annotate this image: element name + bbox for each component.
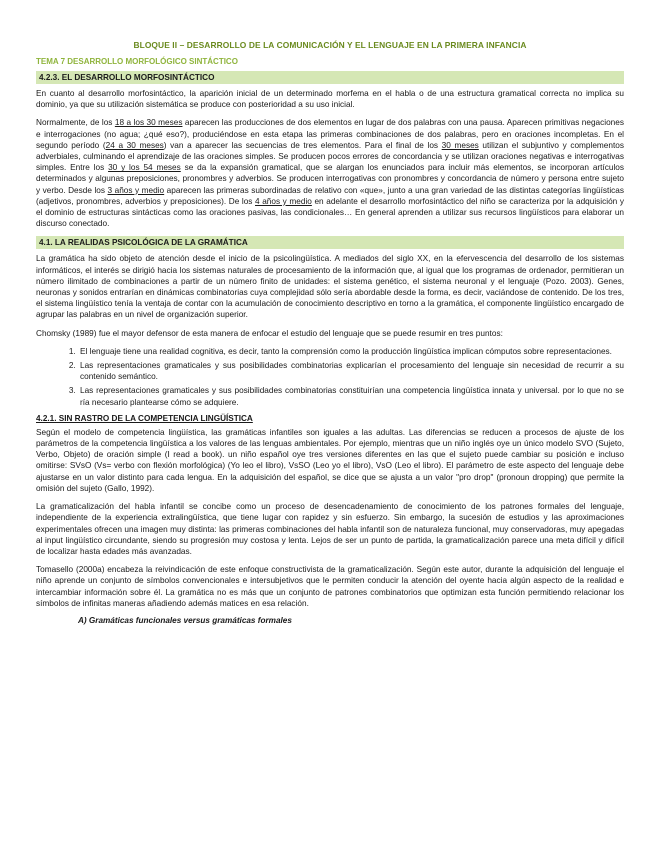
document-page [36, 40, 624, 625]
paragraph: La gramaticalización del habla infantil se concibe como un proceso de desencadenamiento de conocimiento de los patrones formales del lenguaje, independiente de la experiencia extralingüística, que tiene lugar con rapidez y sin esfuerzo. Sin embargo, la sucesión de estudios y las aproximaciones experimentales ofrecen una imagen muy distinta: las primeras combinaciones del habla infantil son de naturaleza funcional, muy conservadoras, muy apegadas al input lingüístico circundante, siendo su progresión muy costosa y lenta. Lejos de ser un punto de partida, la gramaticalización parece una meta difícil y difícil de localizar hasta edades más avanzadas. [36, 502, 624, 556]
paragraph: Normalmente, de los 18 a los 30 meses aparecen las producciones de dos elementos en lugar de dos palabras con una pausa. Aparecen primitivas negaciones e interrogaciones (no agua; ¿qué eso?), produciéndose en esta etapa las primeras combinaciones de dos palabras, pero en oraciones incompletas. En el segundo período (24 a 30 meses) van a aparecer las secuencias de tres elementos. Para el final de los 30 meses utilizan el subjuntivo y complementos adverbiales, culminando el aprendizaje de las oraciones simples. Se producen pocos errores de concordancia y se utilizan oraciones negativas e interrogativas simples. Entre los 30 y los 54 meses se da la expansión gramatical, que se alargan los enunciados para incluir más elementos, se incorporan artículos determinados y algunas preposiciones, pronombres y adverbios. Se producen interrogativas con pronombres y concordancia de número y persona entre sujeto y verbo. Desde los 3 años y medio aparecen las primeras subordinadas de relativo con «que», junto a una gran variedad de las distintas categorías lingüísticas (adjetivos, pronombres, adverbios y preposiciones). De los 4 años y medio en adelante el desarrollo morfosintáctico del niño se caracteriza por la adquisición y el dominio de estructuras sintácticas como las oraciones pasivas, las condicionales… En general aprenden a utilizar sus recursos lingüísticos para elaborar un discurso conectado. [36, 118, 624, 229]
section-heading-sin-rastro: 4.2.1. SIN RASTRO DE LA COMPETENCIA LINGÜÍSTICA [36, 413, 253, 423]
list-item: 2. Las representaciones gramaticales y sus posibilidades combinatorias explicarían el procesamiento del lenguaje sin necesidad de recurrir a su contenido semántico. [78, 360, 624, 382]
list-item: 3. Las representaciones gramaticales y sus posibilidades combinatorias constituirían una competencia lingüística innata y universal. por lo que no se ría necesario plantearse cómo se adquiere. [78, 385, 624, 407]
tema-title: TEMA 7 DESARROLLO MORFOLÓGICO SINTÁCTICO [36, 57, 238, 66]
block-title: BLOQUE II – DESARROLLO DE LA COMUNICACIÓN Y EL LENGUAJE EN LA PRIMERA INFANCIA [133, 40, 527, 50]
list-item: 1. El lenguaje tiene una realidad cognitiva, es decir, tanto la comprensión como la producción lingüística implican cómputos sobre representaciones. [78, 346, 624, 357]
subheading-a: A) Gramáticas funcionales versus gramáticas formales [78, 615, 292, 625]
section-heading-realidad-psicologica: 4.1. LA REALIDAS PSICOLÓGICA DE LA GRAMÁTICA [36, 236, 624, 249]
paragraph: En cuanto al desarrollo morfosintáctico, la aparición inicial de un determinado morfema en el habla o de una estructura gramatical correcta no implica su dominio, ya que su utilización sistemática se produce con posterioridad a su uso inicial. [36, 89, 624, 110]
paragraph: Tomasello (2000a) encabeza la reivindicación de este enfoque constructivista de la gramaticalización. Según este autor, durante la adquisición del lenguaje el niño aprende un conjunto de símbolos convencionales e intersubjetivos que le permiten conducir la atención del oyente hacia algún aspecto de la realidad e intercambiar información sobre él. La gramática no es más que un conjunto de patrones combinatorios que optimizan esta función permitiendo relacionar los símbolos de infinitas maneras añadiendo además matices en esa relación. [36, 565, 624, 608]
numbered-list [36, 346, 624, 408]
paragraph: Según el modelo de competencia lingüística, las gramáticas infantiles son iguales a las adultas. Las diferencias se reducen a procesos de ajuste de los parámetros de la competencia lingüística a los valores de las lenguas ambientales. Por ejemplo, mientras que un niño inglés oye un único modelo SVO (Sujeto, Verbo, Objeto) de oración simple (I read a book). un niño español oye tres versiones diferentes en las que el sujeto puede cambiar su posición e incluso omitirse: SVsO (Vs= verbo con flexión morfológica) (Yo leo el libro), VsSO (Leo yo el libro), VsO (Leo el libro). El parámetro de este aspecto del lenguaje debe ajustarse en un valor distinto para cada lengua. En la adquisición del español, se dice que se ajusta a un valor "pro drop" (pronoun dropping) que permite la omisión del sujeto (Gallo, 1992). [36, 427, 624, 493]
section-heading-morfosintactico: 4.2.3. EL DESARROLLO MORFOSINTÁCTICO [36, 71, 624, 84]
paragraph: La gramática ha sido objeto de atención desde el inicio de la psicolingüística. A mediados del siglo XX, en la efervescencia del desarrollo de los sistemas informáticos, el interés se dirigió hacia los sistemas naturales de procesamiento de la información que, al igual que los programas de ordenador, permitieran un número ilimitado de combinaciones a partir de un número finito de unidades: el sistema genético, el sistema neuronal y el lenguaje (Pozo. 2003). Genes, neuronas y sonidos entrarían en dinámicas combinatorias cuya complejidad sólo sería abordable desde la forma, es decir, vaciándose de contenido. De los tres, el sistema lingüístico tenía la ventaja de contar con la acumulación de conocimiento descriptivo en torno a la gramática, el componente lingüístico encargado de agrupar las palabras en un nivel de organización superior. [36, 254, 624, 320]
paragraph: Chomsky (1989) fue el mayor defensor de esta manera de enfocar el estudio del lenguaje que se puede resumir en tres puntos: [36, 328, 503, 338]
